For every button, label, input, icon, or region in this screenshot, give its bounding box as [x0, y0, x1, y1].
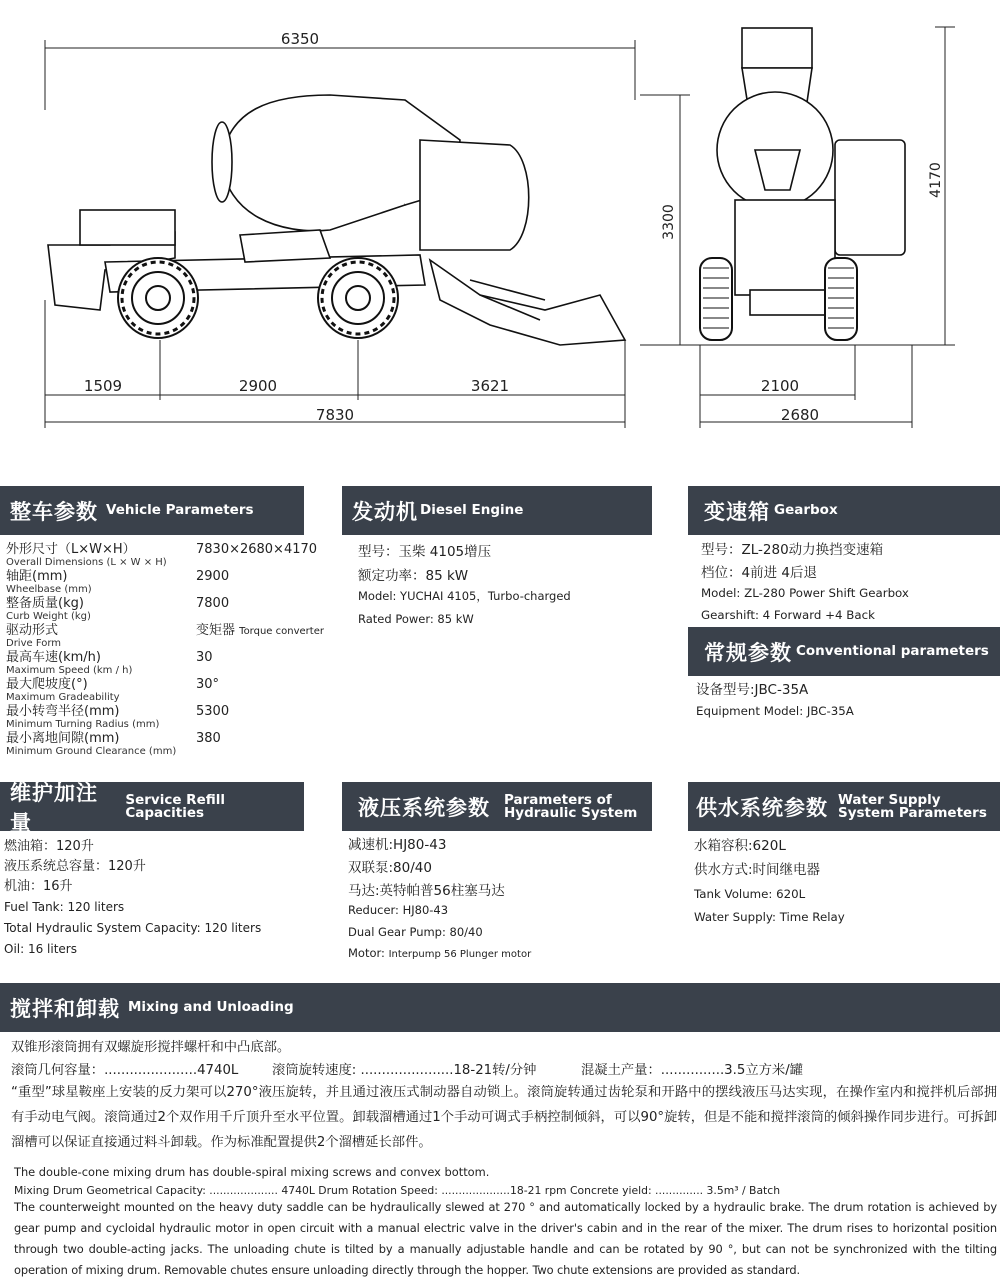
- hydraulic-title-en-2: Hydraulic System: [504, 804, 638, 821]
- gearbox-line-1: 档位：4前进 4后退: [701, 565, 817, 581]
- water-title-en: [838, 791, 987, 821]
- conventional-line-0: 设备型号:JBC-35A: [696, 682, 809, 698]
- water-title-en-1: Water Supply: [838, 791, 941, 808]
- vehicle-row-4-cn: 最高车速(km/h): [6, 650, 101, 665]
- hydraulic-line-0: 减速机:HJ80-43: [348, 837, 447, 853]
- engine-line-2: Model: YUCHAI 4105，Turbo-charged: [358, 589, 571, 603]
- dim-height-a: 3300: [661, 204, 677, 240]
- dim-total-len: 7830: [315, 406, 355, 424]
- vehicle-row-2-val: 7800: [196, 596, 230, 611]
- hydraulic-motor-en: Interpump 56 Plunger motor: [388, 949, 532, 960]
- hydraulic-line-2: 马达:英特帕普56柱塞马达: [348, 883, 505, 899]
- vehicle-row-6-cn: 最小转弯半径(mm): [6, 704, 120, 719]
- mixing-cn-yield: 混凝土产量：...............3.5立方米/罐: [581, 1063, 803, 1078]
- service-line-5: Oil: 16 liters: [4, 942, 77, 956]
- water-line-2: Tank Volume: 620L: [694, 887, 806, 901]
- gearbox-header: [688, 486, 1000, 535]
- vehicle-row-3-cn: 驱动形式: [6, 623, 59, 638]
- service-line-3: Fuel Tank: 120 liters: [4, 900, 125, 914]
- service-header: [0, 780, 304, 835]
- vehicle-row-2-cn: 整备质量(kg): [6, 596, 84, 611]
- dim-total-top: 6350: [280, 30, 320, 48]
- engine-header: [342, 486, 652, 535]
- hydraulic-line-3: Reducer: HJ80-43: [348, 903, 449, 917]
- dim-seg1: 1509: [83, 377, 123, 395]
- water-title-cn: 供水系统参数: [696, 795, 828, 820]
- mixing-title-en: Mixing and Unloading: [128, 999, 294, 1015]
- gearbox-line-2: Model: ZL-280 Power Shift Gearbox: [701, 586, 909, 600]
- dim-seg2: 2900: [238, 377, 278, 395]
- vehicle-row-4-en: Maximum Speed (km / h): [6, 665, 133, 676]
- conventional-header: [688, 627, 1000, 676]
- hydraulic-title-en: [504, 791, 638, 821]
- vehicle-row-7-en: Minimum Ground Clearance (mm): [6, 746, 177, 757]
- vehicle-row-6-val: 5300: [196, 704, 230, 719]
- engine-line-3: Rated Power: 85 kW: [358, 612, 474, 626]
- mixing-title-cn: 搅拌和卸载: [10, 996, 120, 1021]
- service-title-en: Service Refill Capacities: [125, 791, 225, 821]
- mixing-cn-line1: 双锥形滚筒拥有双螺旋形搅拌螺杆和中凸底部。: [11, 1040, 291, 1055]
- water-line-1: 供水方式:时间继电器: [694, 862, 821, 878]
- conventional-title-en: Conventional parameters: [796, 643, 989, 659]
- service-line-4: Total Hydraulic System Capacity: 120 liters: [4, 921, 262, 935]
- dim-width: 2680: [780, 406, 820, 424]
- service-line-0: 燃油箱：120升: [4, 839, 94, 854]
- gearbox-title-en: Gearbox: [774, 502, 838, 518]
- technical-drawing: [0, 0, 1000, 440]
- mixing-en-paragraph: The counterweight mounted on the heavy duty saddle can be hydraulically slewed at 270 ° and automatically locked by a hydraulic brake. The drum rotation is achieved by gear pump and cycloidal hydraulic motor in open circuit with a manual electric valve in the driver's cabin and in the rear of the mixer. The drum rises to horizontal position through two double-acting jacks. The unloading chute is tilted by a manually adjustable handle and can be rotated by 90 °, but can not be synchronized with the tilting operation of mixing drum. Removable chutes ensure unloading directly through the hopper. Two chute extensions are provided as standard.: [14, 1200, 997, 1277]
- dim-seg3: 3621: [470, 377, 510, 395]
- hydraulic-line-4: Dual Gear Pump: 80/40: [348, 925, 483, 939]
- gearbox-line-3: Gearshift: 4 Forward +4 Back: [701, 608, 875, 622]
- vehicle-row-0-val: 7830×2680×4170: [196, 542, 318, 557]
- vehicle-row-5-val: 30°: [196, 677, 220, 692]
- vehicle-row-0-en: Overall Dimensions (L × W × H): [6, 557, 167, 568]
- vehicle-title-cn: 整车参数: [10, 499, 98, 524]
- vehicle-row-3-val-cn: 变矩器: [196, 623, 236, 638]
- vehicle-row-3-en: Drive Form: [6, 638, 62, 649]
- hydraulic-line-1: 双联泵:80/40: [348, 860, 432, 876]
- vehicle-title-en: Vehicle Parameters: [106, 502, 254, 518]
- mixing-en-line1: The double-cone mixing drum has double-spiral mixing screws and convex bottom.: [14, 1165, 490, 1179]
- vehicle-row-2-en: Curb Weight (kg): [6, 611, 91, 622]
- engine-title-en: Diesel Engine: [420, 502, 524, 518]
- engine-line-1: 额定功率：85 kW: [358, 568, 469, 584]
- vehicle-row-5-cn: 最大爬坡度(°): [6, 677, 88, 692]
- mixing-en-line2: Mixing Drum Geometrical Capacity: .................... 4740L Drum Rotation Speed: ....................18-21 rpm Concrete yield: .............. 3.5m³ / Batch: [14, 1184, 781, 1197]
- water-header: [688, 782, 1000, 831]
- mixing-header: [0, 983, 1000, 1032]
- gearbox-title-cn: 变速箱: [704, 499, 770, 524]
- mixing-cn-paragraph: “重型”球星鞍座上安装的反力架可以270°液压旋转，并且通过液压式制动器自动锁上。滚筒旋转通过齿轮泵和开路中的摆线液压马达实现，在操作室内和搅拌机后部拥有手动电气阀。滚筒通过2个双作用千斤顶升至水平位置。卸载溜槽通过1个手动可调式手柄控制倾斜，可以90°旋转，但是不能和搅拌滚筒的倾斜操作同步进行。可拆卸溜槽可以保证直接通过料斗卸载。作为标准配置提供2个溜槽延长部件。: [11, 1085, 997, 1150]
- vehicle-row-7-cn: 最小离地间隙(mm): [6, 731, 120, 746]
- vehicle-row-3-val: [196, 623, 324, 639]
- service-line-1: 液压系统总容量：120升: [4, 859, 146, 874]
- vehicle-row-1-en: Wheelbase (mm): [6, 584, 92, 595]
- vehicle-row-7-val: 380: [196, 731, 221, 746]
- hydraulic-title-cn: 液压系统参数: [358, 795, 490, 820]
- vehicle-header: [0, 486, 304, 535]
- engine-title-cn: 发动机: [352, 499, 418, 524]
- gearbox-line-0: 型号：ZL-280动力换挡变速箱: [701, 542, 884, 558]
- conventional-line-1: Equipment Model: JBC-35A: [696, 704, 854, 718]
- vehicle-row-1-cn: 轴距(mm): [6, 569, 68, 584]
- hydraulic-header: [342, 782, 652, 831]
- vehicle-row-4-val: 30: [196, 650, 213, 665]
- vehicle-row-5-en: Maximum Gradeability: [6, 692, 120, 703]
- vehicle-row-3-val-en: Torque converter: [239, 626, 324, 637]
- hydraulic-title-en-1: Parameters of: [504, 791, 612, 808]
- water-line-3: Water Supply: Time Relay: [694, 910, 845, 924]
- vehicle-row-1-val: 2900: [196, 569, 230, 584]
- dim-track: 2100: [760, 377, 800, 395]
- water-title-en-2: System Parameters: [838, 804, 987, 821]
- vehicle-row-0-cn: 外形尺寸（L×W×H）: [6, 542, 136, 557]
- water-line-0: 水箱容积:620L: [694, 838, 786, 854]
- conventional-title-cn: 常规参数: [704, 640, 792, 665]
- mixing-cn-capacity: 滚筒几何容量：......................4740L: [11, 1063, 239, 1078]
- service-title-cn: 维护加注量: [10, 780, 98, 835]
- dim-height-b: 4170: [928, 162, 944, 198]
- mixing-cn-speed: 滚筒旋转速度: ......................18-21转/分钟: [272, 1063, 537, 1078]
- engine-line-0: 型号：玉柴 4105增压: [358, 544, 492, 560]
- service-line-2: 机油：16升: [4, 879, 73, 894]
- vehicle-row-6-en: Minimum Turning Radius (mm): [6, 719, 160, 730]
- hydraulic-line-5: [348, 946, 531, 962]
- hydraulic-motor-label: Motor:: [348, 946, 385, 960]
